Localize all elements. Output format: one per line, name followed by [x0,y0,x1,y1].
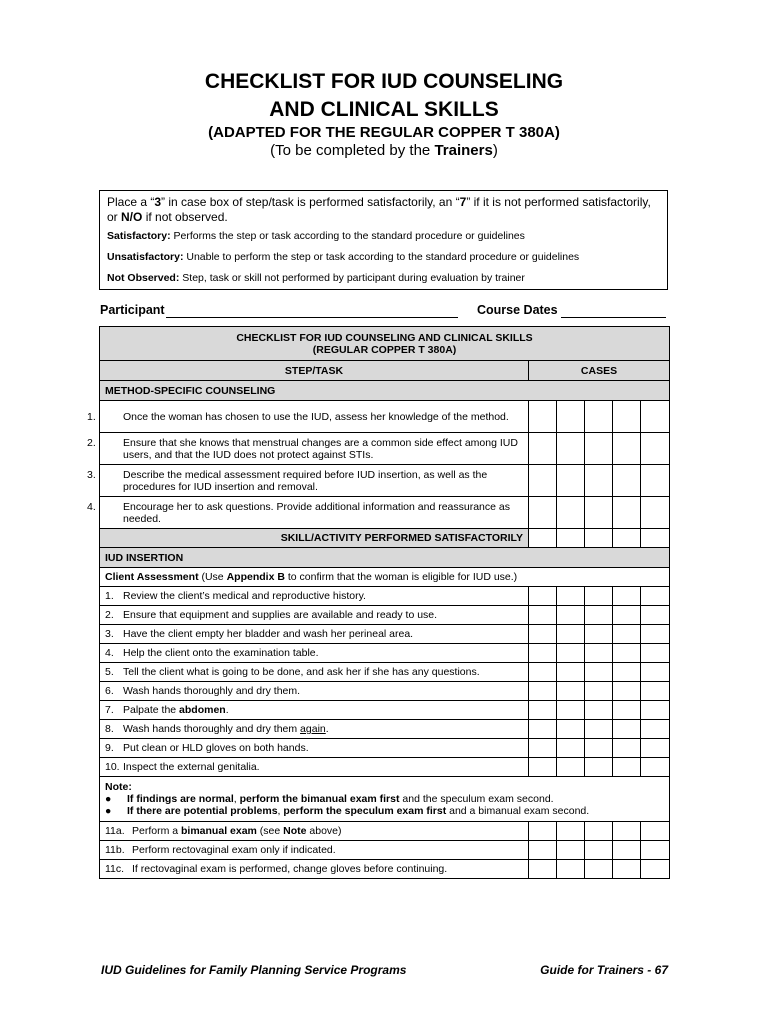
case-checkbox[interactable] [585,739,613,758]
subtitle: (ADAPTED FOR THE REGULAR COPPER T 380A) [208,124,560,141]
case-checkbox[interactable] [641,465,670,497]
table-row [100,822,670,841]
case-checkbox[interactable] [529,529,557,548]
case-checkbox[interactable] [613,606,641,625]
case-checkbox[interactable] [529,497,557,529]
step-text: 6. Wash hands thoroughly and dry them. [100,682,529,701]
case-checkbox[interactable] [557,465,585,497]
case-checkbox[interactable] [529,682,557,701]
case-checkbox[interactable] [557,644,585,663]
table-row [100,701,670,720]
step-text: 2. Ensure that she knows that menstrual changes are a common side effect among IUD users, and that the IUD does not protect against STIs. [100,433,529,465]
case-checkbox[interactable] [641,497,670,529]
case-checkbox[interactable] [585,720,613,739]
participant-label: Participant [100,303,165,317]
case-checkbox[interactable] [641,433,670,465]
case-checkbox[interactable] [529,587,557,606]
table-row [100,682,670,701]
case-checkbox[interactable] [641,822,670,841]
step-text: 4. Encourage her to ask questions. Provide additional information and reassurance as needed. [100,497,529,529]
case-checkbox[interactable] [529,644,557,663]
table-row [100,720,670,739]
case-checkbox[interactable] [641,701,670,720]
case-checkbox[interactable] [529,606,557,625]
case-checkbox[interactable] [613,682,641,701]
step-text: 1. Review the client’s medical and reproductive history. [100,587,529,606]
case-checkbox[interactable] [613,529,641,548]
case-checkbox[interactable] [529,758,557,777]
case-checkbox[interactable] [529,465,557,497]
case-checkbox[interactable] [585,529,613,548]
participant-field[interactable] [166,317,458,318]
case-checkbox[interactable] [557,720,585,739]
case-checkbox[interactable] [585,701,613,720]
case-checkbox[interactable] [585,644,613,663]
note-bullet-1: ● If findings are normal, perform the bimanual exam first and the speculum exam second. [105,793,554,805]
bullet-icon: ● [105,805,112,817]
table-row [100,758,670,777]
step-text: 5. Tell the client what is going to be done, and ask her if she has any questions. [100,663,529,682]
note-bullet-2: ● If there are potential problems, perform the speculum exam first and a bimanual exam second. [105,805,590,817]
case-checkbox[interactable] [641,682,670,701]
table-row [100,644,670,663]
case-checkbox[interactable] [529,701,557,720]
case-checkbox[interactable] [641,841,670,860]
step-text: 7. Palpate the abdomen. [100,701,529,720]
case-checkbox[interactable] [641,739,670,758]
case-checkbox[interactable] [641,663,670,682]
case-checkbox[interactable] [641,625,670,644]
check-symbol: 3 [154,195,162,209]
step-text: 10. Inspect the external genitalia. [100,758,529,777]
step-text: 9. Put clean or HLD gloves on both hands. [100,739,529,758]
case-checkbox[interactable] [613,465,641,497]
table-row [100,433,670,465]
instructions-text: Place a “3” in case box of step/task is performed satisfactorily, an “7” if it is not performed satisfactorily, or N/O if not observed. [107,195,651,224]
case-checkbox[interactable] [557,625,585,644]
case-checkbox[interactable] [529,663,557,682]
case-checkbox[interactable] [557,606,585,625]
case-checkbox[interactable] [613,625,641,644]
section-method-specific-counseling: METHOD-SPECIFIC COUNSELING [100,381,670,401]
case-checkbox[interactable] [585,497,613,529]
case-checkbox[interactable] [529,841,557,860]
step-text: 2. Ensure that equipment and supplies are available and ready to use. [100,606,529,625]
case-checkbox[interactable] [641,606,670,625]
course-dates-field[interactable] [561,317,666,318]
title-line-2: AND CLINICAL SKILLS [269,98,499,121]
table-row [100,587,670,606]
case-checkbox[interactable] [557,587,585,606]
table-title: CHECKLIST FOR IUD COUNSELING AND CLINICAL SKILLS (REGULAR COPPER T 380A) [100,327,670,361]
case-checkbox[interactable] [557,822,585,841]
participant-line [100,303,666,321]
note-row: Note: ● If findings are normal, perform the bimanual exam first and the speculum exam second. ● If there are potential problems, perform the speculum exam first and a bimanual exam second. [100,777,670,822]
table-row [100,663,670,682]
case-checkbox[interactable] [613,701,641,720]
case-checkbox[interactable] [529,822,557,841]
case-checkbox[interactable] [641,720,670,739]
table-row [100,401,670,433]
case-checkbox[interactable] [585,587,613,606]
case-checkbox[interactable] [585,465,613,497]
course-dates-label: Course Dates [477,303,558,317]
case-checkbox[interactable] [613,758,641,777]
case-checkbox[interactable] [557,860,585,879]
case-checkbox[interactable] [557,529,585,548]
table-row [100,465,670,497]
bullet-icon: ● [105,793,112,805]
definition-not-observed: Not Observed: Step, task or skill not performed by participant during evaluation by trainer [107,272,525,284]
title-line-1: CHECKLIST FOR IUD COUNSELING [204,70,564,93]
footer-left: IUD Guidelines for Family Planning Service Programs [101,963,407,977]
table-row [100,497,670,529]
step-text: 4. Help the client onto the examination table. [100,644,529,663]
case-checkbox[interactable] [585,401,613,433]
step-text: 8. Wash hands thoroughly and dry them again. [100,720,529,739]
cross-symbol: 7 [459,195,467,209]
case-checkbox[interactable] [529,739,557,758]
section-iud-insertion: IUD INSERTION [100,548,670,568]
skill-performed-satisfactorily-label: SKILL/ACTIVITY PERFORMED SATISFACTORILY [100,529,529,548]
case-checkbox[interactable] [529,625,557,644]
table-row [100,625,670,644]
case-checkbox[interactable] [613,720,641,739]
case-checkbox[interactable] [529,401,557,433]
step-text: 3. Have the client empty her bladder and wash her perineal area. [100,625,529,644]
case-checkbox[interactable] [613,841,641,860]
checklist-table [87,326,670,879]
case-checkbox[interactable] [557,433,585,465]
footer-right: Guide for Trainers - 67 [540,963,668,977]
client-assessment-row: Client Assessment (Use Appendix B to confirm that the woman is eligible for IUD use.) [100,568,670,587]
case-checkbox[interactable] [641,644,670,663]
step-text: 11c. If rectovaginal exam is performed, change gloves before continuing. [100,860,529,879]
case-checkbox[interactable] [557,739,585,758]
step-text: 11b. Perform rectovaginal exam only if indicated. [100,841,529,860]
case-checkbox[interactable] [557,701,585,720]
definition-satisfactory: Satisfactory: Performs the step or task according to the standard procedure or guidelines [107,230,525,242]
step-text: 1. Once the woman has chosen to use the IUD, assess her knowledge of the method. [100,401,529,433]
step-text: 3. Describe the medical assessment required before IUD insertion, as well as the procedures for IUD insertion and removal. [100,465,529,497]
case-checkbox[interactable] [613,644,641,663]
case-checkbox[interactable] [613,587,641,606]
table-row [100,739,670,758]
case-checkbox[interactable] [557,682,585,701]
case-checkbox[interactable] [585,841,613,860]
case-checkbox[interactable] [613,860,641,879]
case-checkbox[interactable] [613,433,641,465]
case-checkbox[interactable] [641,587,670,606]
case-checkbox[interactable] [557,841,585,860]
case-checkbox[interactable] [641,401,670,433]
case-checkbox[interactable] [585,606,613,625]
case-checkbox[interactable] [613,822,641,841]
definition-unsatisfactory: Unsatisfactory: Unable to perform the step or task according to the standard procedure or guidelines [107,251,580,263]
cases-header: CASES [529,361,670,381]
case-checkbox[interactable] [585,822,613,841]
case-checkbox[interactable] [557,401,585,433]
case-checkbox[interactable] [613,497,641,529]
case-checkbox[interactable] [613,401,641,433]
case-checkbox[interactable] [557,497,585,529]
step-task-header: STEP/TASK [100,361,529,381]
table-row [100,860,670,879]
table-row [100,606,670,625]
case-checkbox[interactable] [585,625,613,644]
table-row [100,841,670,860]
case-checkbox[interactable] [613,663,641,682]
instructions-box [99,190,668,290]
completion-note: (To be completed by the Trainers) [270,142,498,159]
case-checkbox[interactable] [585,758,613,777]
case-checkbox[interactable] [641,529,670,548]
case-checkbox[interactable] [557,663,585,682]
case-checkbox[interactable] [641,758,670,777]
case-checkbox[interactable] [557,758,585,777]
step-text: 11a. Perform a bimanual exam (see Note above) [100,822,529,841]
case-checkbox[interactable] [529,860,557,879]
case-checkbox[interactable] [585,433,613,465]
case-checkbox[interactable] [613,739,641,758]
case-checkbox[interactable] [529,720,557,739]
case-checkbox[interactable] [585,682,613,701]
case-checkbox[interactable] [585,860,613,879]
case-checkbox[interactable] [529,433,557,465]
case-checkbox[interactable] [585,663,613,682]
case-checkbox[interactable] [641,860,670,879]
